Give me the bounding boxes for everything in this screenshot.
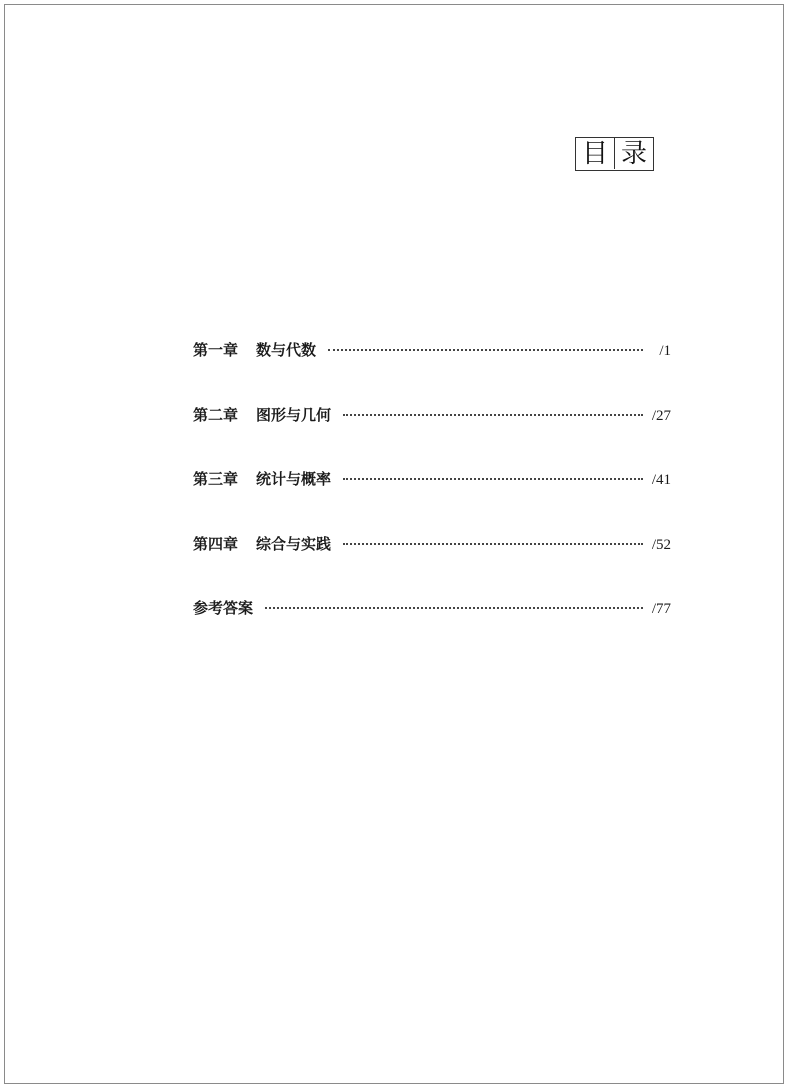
toc-chapter-label: 第四章 — [193, 534, 239, 553]
toc-page-number: /1 — [659, 343, 671, 359]
toc-entry-chapter-1[interactable] — [193, 339, 671, 369]
toc-chapter-label: 第二章 — [193, 405, 239, 424]
toc-dot-leader — [343, 543, 643, 545]
page-title — [575, 137, 654, 171]
toc-dot-leader — [343, 414, 643, 416]
page-title-char: 目 — [581, 138, 608, 169]
toc-entry-answers[interactable] — [193, 597, 671, 627]
toc-entry-chapter-4[interactable] — [193, 533, 671, 563]
toc-entry-title: 数与代数 — [256, 341, 317, 359]
toc-entry-title: 综合与实践 — [256, 534, 332, 553]
toc-chapter-label: 第三章 — [193, 470, 239, 488]
toc-dot-leader — [343, 478, 643, 480]
table-of-contents — [193, 339, 671, 662]
toc-page-number: /77 — [651, 601, 671, 617]
toc-page-number: /41 — [651, 472, 671, 488]
toc-page-number: /52 — [651, 536, 671, 553]
toc-entry-title: 统计与概率 — [256, 470, 332, 488]
toc-entry-title: 参考答案 — [193, 599, 254, 617]
page-frame — [4, 4, 784, 1084]
toc-chapter-label: 第一章 — [193, 341, 239, 359]
toc-entry-chapter-2[interactable] — [193, 404, 671, 434]
toc-entry-chapter-3[interactable] — [193, 468, 671, 498]
toc-entry-title: 图形与几何 — [256, 405, 332, 424]
toc-page-number: /27 — [651, 407, 671, 424]
toc-dot-leader — [328, 349, 643, 351]
page-title-char: 录 — [614, 138, 653, 169]
toc-dot-leader — [265, 607, 643, 609]
